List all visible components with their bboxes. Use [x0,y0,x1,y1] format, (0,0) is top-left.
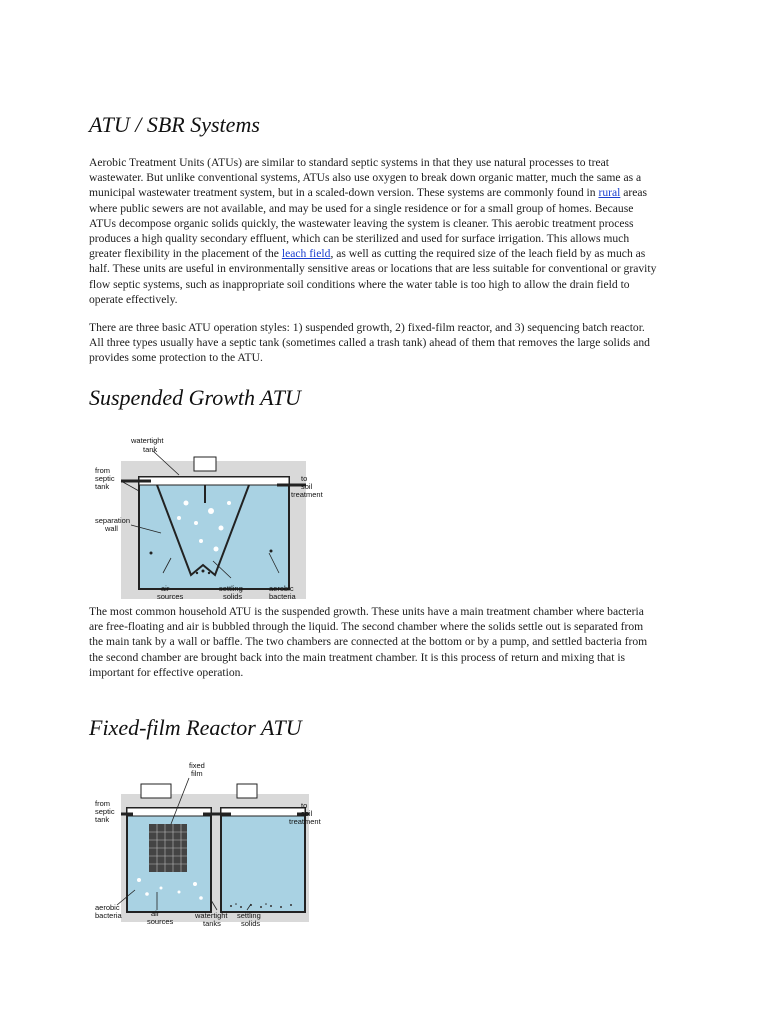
label-watertight-1: watertight [195,911,228,920]
right-tank-headspace [221,808,305,816]
fixed-film-heading: Fixed-film Reactor ATU [89,715,302,740]
suspended-growth-heading: Suspended Growth ATU [89,385,301,410]
tank-body [139,477,289,589]
label-aerobic-1: aerobic [95,903,120,912]
riser-left [141,784,171,798]
styles-paragraph: There are three basic ATU operation styles: 1) suspended growth, 2) fixed-film reactor, and 3) sequencing batch reactor. All three types usually have a septic tank (sometimes called a trash tank) ahead of them that removes the large solids and provides some protection to the ATU. [89,321,650,365]
label-settling-1: settling [237,911,261,920]
intro-text-2: areas where public sewers are not available, and may be used for a single residence or for a small group of homes. Because ATUs decompose organic solids quickly, the wastewater leaving the system is cleaner. This aerobic treatment process produces a high quality secondary effluent, which can be sterilized and used for surface irrigation. This allows much greater flexibility in the placement of the [89,186,648,261]
label-settling-2: solids [223,592,243,601]
label-settling-1: settling [219,584,243,593]
label-from-2: septic [95,474,115,483]
label-to-2: soil [301,809,313,818]
tank-headspace [139,477,289,485]
label-settling-2: solids [241,919,261,928]
label-air-1: air [151,909,160,918]
left-tank-headspace [127,808,211,816]
label-air-2: sources [157,592,184,601]
label-fixed-1: fixed [189,761,205,770]
label-to-3: treatment [289,817,321,826]
riser-right [237,784,257,798]
label-to-1: to [301,474,308,483]
label-aerobic-2: bacteria [95,911,122,920]
label-watertight-2: tanks [203,919,221,928]
label-fixed-2: film [191,769,203,778]
intro-text-1: Aerobic Treatment Units (ATUs) are similar to standard septic systems in that they use natural processes to treat wastewater. But unlike conventional systems, ATUs also use oxygen to break down organic matter, much the same as a municipal wastewater treatment system, but in a scaled-down version. These systems are commonly found in [89,156,642,200]
label-aerobic-2: bacteria [269,592,296,601]
suspended-growth-diagram [91,433,331,603]
fixed-film-diagram [91,760,331,932]
rural-link[interactable]: rural [598,186,621,200]
page-title: ATU / SBR Systems [89,112,260,137]
label-from-1: from [95,799,110,808]
label-from-3: tank [95,815,110,824]
intro-text-3: , as well as cutting the required size of the leach field by as much as half. These units are useful in environmentally sensitive areas or locations that are less suitable for conventional or gravity flow septic systems, such as inappropriate soil conditions where the water table is too high to allow the drain field to operate effectively. [89,247,657,306]
label-watertight-1: watertight [131,436,164,445]
label-to-2: soil [301,482,313,491]
label-air-2: sources [147,917,174,926]
suspended-growth-paragraph: The most common household ATU is the suspended growth. These units have a main treatment chamber where bacteria are free-floating and air is bubbled through the liquid. The second chamber where the solids settle out is separated from the main tank by a wall or baffle. The two chambers are connected at the bottom or by a pump, and settled bacteria from the second chamber are brought back into the main treatment chamber. It is this process of return and mixing that is important for effective operation. [89,605,648,679]
label-to-1: to [301,801,308,810]
label-to-3: treatment [291,490,323,499]
label-air-1: air [161,584,170,593]
riser [194,457,216,471]
label-watertight-2: tank [143,445,158,454]
label-aerobic-1: aerobic [269,584,294,593]
label-from-2: septic [95,807,115,816]
label-from-1: from [95,466,110,475]
intro-paragraph [89,155,659,307]
label-sep-2: wall [105,524,118,533]
label-from-3: tank [95,482,110,491]
label-sep-1: separation [95,516,131,525]
leach-field-link[interactable]: leach field [281,247,331,261]
